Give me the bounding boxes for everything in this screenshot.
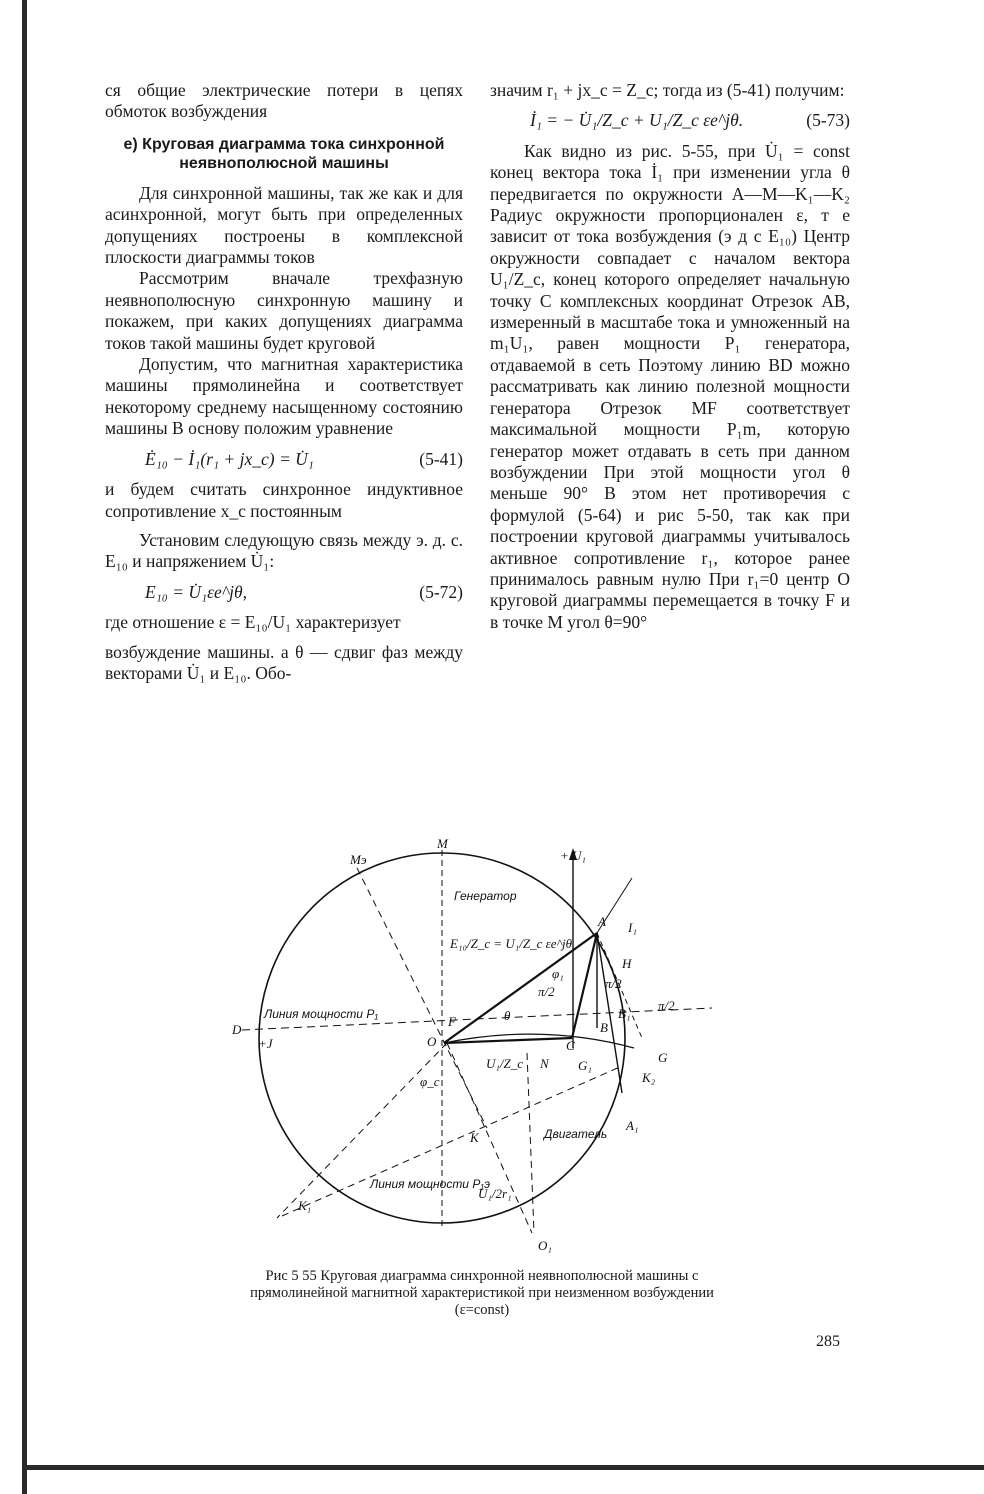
line-o1b	[527, 1053, 534, 1233]
paragraph: ся общие электрические потери в цепях обмоток возбуждения	[105, 80, 463, 122]
equation-number: (5-41)	[419, 448, 463, 469]
label-o: O	[427, 1034, 437, 1049]
label-i1: I₁	[628, 920, 637, 935]
equation-5-73	[490, 110, 850, 131]
paragraph: значим r₁ + jx_c = Z_c; тогда из (5-41) получим:	[490, 80, 845, 100]
equation-body: Ė₁₀ − İ₁(r₁ + jx_c) = U̇₁	[145, 448, 314, 469]
label-e10: E₁₀/Z_c = U₁/Z_c εe^jθ	[450, 936, 573, 951]
paragraph: Как видно из рис. 5-55, при U̇₁ = const конец вектора тока İ₁ при изменении угла θ передвигается по окружности A—M—K₁—K₂ Радиус окружности пропорционален ε, т е зависит от тока возбуждения (э д с E₁₀) Центр окружности совпадает с началом вектора U₁/Z_c, конец которого определяет начальную точку C комплексных координат Отрезок AB, измеренный в масштабе тока и умноженный на m₁U₁, равен мощности P₁ генератора, отдаваемой в сеть Поэтому линию BD можно рассматривать как линию полезной мощности генератора Отрезок MF соответствует максимальной мощности P₁m, которую генератор может отдавать в сеть при данном возбуждении При этой мощности угол θ меньше 90° В этом нет противоречия с формулой (5-64) и рис 5-50, так как при построении круговой диаграммы учитывалось активное сопротивление r₁, которое ранее принималось равным нулю При r₁=0 центр O круговой диаграммы перемещается в точку F и в точке M угол θ=90°	[490, 140, 850, 632]
label-k1: K₁	[298, 1198, 312, 1213]
label-d: D	[232, 1022, 242, 1037]
paragraph: возбуждение машины. а θ — сдвиг фаз между векторами U̇₁ и E₁₀. Обо-	[105, 641, 463, 683]
paragraph: Для синхронной машины, так же как и для асинхронной, могут быть при определенных допущениях построены в комплексной плоскости диаграммы токов	[105, 182, 463, 268]
label-u1-2r1: U₁/2r₁	[478, 1186, 512, 1201]
label-n: N	[540, 1056, 549, 1071]
right-column	[490, 80, 850, 633]
label-pi2-a: π/2	[538, 984, 555, 999]
scan-edge-bottom	[22, 1465, 984, 1470]
label-pi2-c: π/2	[658, 998, 675, 1013]
label-generator: Генератор	[454, 889, 517, 903]
label-m: M	[437, 838, 448, 851]
scan-edge-left	[22, 0, 27, 1494]
label-me: Mэ	[350, 852, 367, 867]
label-phi1: φ₁	[552, 966, 564, 981]
label-plus-j: +J	[258, 1036, 273, 1051]
label-b1: B₁	[618, 1006, 631, 1021]
line-k1	[277, 1043, 447, 1218]
section-heading: е) Круговая диаграмма тока синхронной неявнополюсной машины	[123, 135, 445, 172]
label-h: H	[622, 956, 632, 971]
label-o1: O₁	[538, 1238, 552, 1253]
paragraph: где отношение ε = E₁₀/U₁ характеризует	[105, 612, 401, 633]
paragraph: Допустим, что магнитная характеристика машины прямолинейна и соответствует некоторому среднему насыщенному состоянию машины В основу положим уравнение	[105, 354, 463, 439]
left-column	[105, 80, 463, 684]
line-k1-g	[282, 1066, 622, 1216]
label-power-line-p1e: Линия мощности P₁э	[370, 1177, 491, 1191]
label-pi2-b: π/2	[605, 976, 622, 991]
circle-diagram-figure	[222, 838, 742, 1258]
label-k2: K₂	[642, 1070, 656, 1085]
label-c: C	[566, 1038, 575, 1053]
label-k: K	[470, 1130, 479, 1145]
label-theta: θ	[504, 1008, 511, 1023]
equation-number: (5-73)	[806, 110, 850, 131]
equation-number: (5-72)	[419, 581, 463, 602]
figure-caption: Рис 5 55 Круговая диаграмма синхронной неявнополюсной машины с прямолинейной магнитной характеристикой при неизменном возбуждении (ε=const)	[250, 1268, 714, 1318]
label-motor: Двигатель	[544, 1127, 608, 1141]
label-u1-zc: U₁/Z_c	[486, 1056, 524, 1071]
equation-body: E₁₀ = U̇₁εe^jθ,	[145, 581, 248, 602]
label-g: G	[658, 1050, 668, 1065]
paragraph: Установим следующую связь между э. д. с. E₁₀ и напряжением U̇₁:	[105, 529, 463, 572]
label-u1-axis: + U₁	[560, 848, 586, 863]
label-b: B	[600, 1020, 608, 1035]
paragraph: Рассмотрим вначале трехфазную неявнополюсную синхронную машину и покажем, при каких допущениях диаграмма токов такой машины будет круговой	[105, 268, 463, 353]
label-g1: G₁	[578, 1058, 592, 1073]
equation-body: İ₁ = − U̇₁/Z_c + U₁/Z_c εe^jθ.	[530, 110, 744, 131]
equation-5-41	[105, 449, 463, 470]
label-f: F	[448, 1014, 456, 1029]
paragraph: и будем считать синхронное индуктивное сопротивление x_c постоянным	[105, 479, 463, 521]
page-number: 285	[816, 1333, 840, 1350]
label-power-line-p1: Линия мощности P₁	[264, 1007, 379, 1021]
label-a: A	[598, 914, 606, 929]
label-phic: φ_c	[420, 1074, 440, 1089]
equation-5-72	[105, 582, 463, 603]
vector-u1-zc	[444, 1038, 572, 1043]
label-a1: A₁	[626, 1118, 639, 1133]
